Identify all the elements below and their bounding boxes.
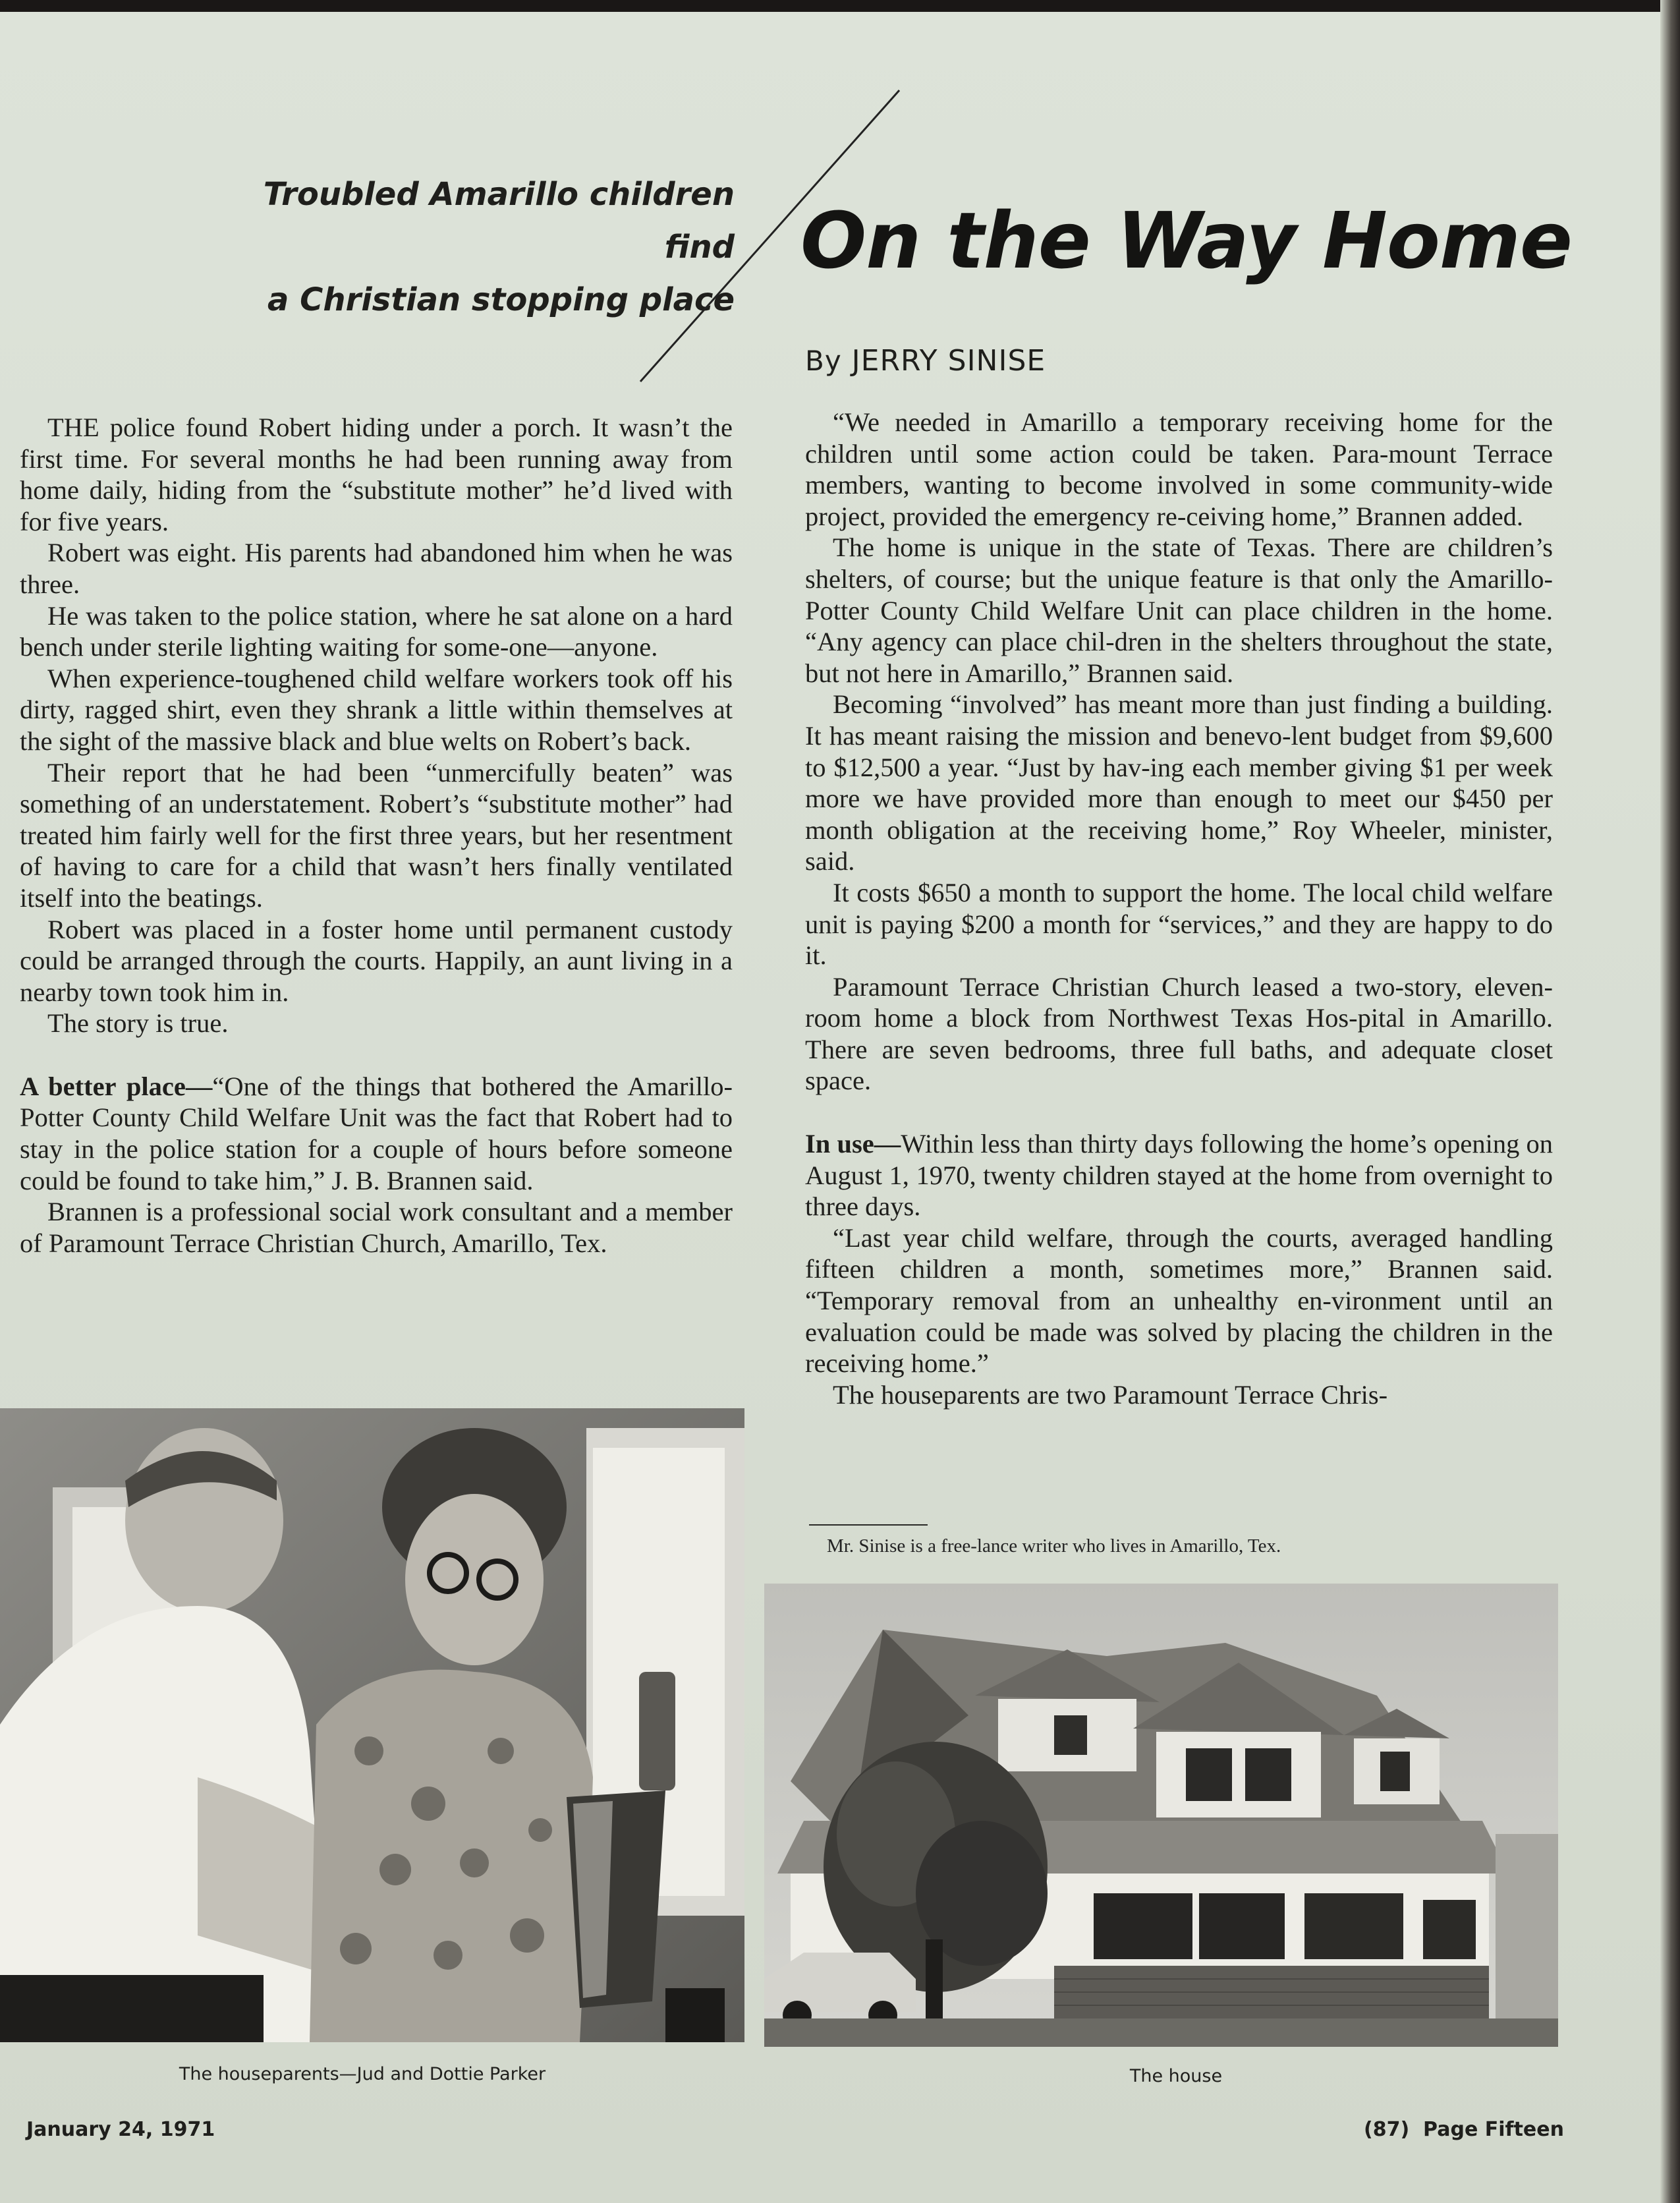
byline-author: JERRY SINISE [851,344,1046,378]
article-headline: On the Way Home [800,195,1572,286]
paragraph: Robert was eight. His parents had abandoned him when he was three. [20,538,733,599]
paragraph: The story is true. [47,1008,229,1039]
page-number: (87) Page Fifteen [1364,2118,1564,2141]
paragraph-with-subhead [20,1071,733,1196]
byline [805,341,1046,381]
paragraph: Robert was placed in a foster home until permanent custody could be arranged through the courts. Happily, an aunt living in a nearby town took him in. [20,914,733,1007]
subhead: A better place— [20,1071,213,1101]
paragraph: Paramount Terrace Christian Church leased a two-story, eleven-room home a block from Northwest Texas Hos-pital in Amarillo. There are seven bedrooms, three full baths, and adequate closet space. [805,971,1553,1096]
author-footnote: Mr. Sinise is a free-lance writer who lives in Amarillo, Tex. [827,1535,1281,1557]
issue-date: January 24, 1971 [26,2118,215,2141]
kicker-line-2: a Christian stopping place [267,281,735,318]
paragraph-text: “One of the things that bothered the Amarillo-Potter County Child Welfare Unit was the fact that Robert had to stay in the police station for a couple of hours before someone could be found to take him,” J. B. Brannen said. [20,1071,733,1195]
paragraph-with-subhead [805,1128,1553,1222]
paragraph: Their report that he had been “unmercifully beaten” was something of an understatement. Robert’s “substitute mother” had treated him fairly well for the first three years, but her resentment of having to care for a child that wasn’t hers finally ventilated itself into the beatings. [20,757,733,913]
paragraph-text: Within less than thirty days following the home’s opening on August 1, 1970, twenty children stayed at the home from overnight to three days. [805,1129,1553,1222]
scan-top-edge [0,0,1680,12]
paragraph: It costs $650 a month to support the home. The local child welfare unit is paying $200 a month for “services,” and they are happy to do it. [805,877,1553,971]
houseparents-photo [0,1408,744,2042]
left-column [20,412,733,1259]
house-caption: The house [1129,2066,1223,2086]
footnote-rule [809,1524,928,1526]
kicker-line-1: Troubled Amarillo children find [263,176,735,266]
paragraph: When experience-toughened child welfare workers took off his dirty, ragged shirt, even they shrank a little within themselves at the sight of the massive black and blue welts on Robert’s back. [20,663,733,756]
paragraph: “Last year child welfare, through the courts, averaged handling fifteen children a month, sometimes more,” Brannen said. “Temporary removal from an unhealthy en-vironment until an evaluation could be made was solved by placing the children in the receiving home.” [805,1222,1553,1379]
scan-right-edge [1660,0,1680,2203]
house-photo [764,1584,1558,2047]
paragraph: He was taken to the police station, where he sat alone on a hard bench under sterile lighting waiting for some-one—anyone. [20,600,733,662]
houseparents-caption: The houseparents—Jud and Dottie Parker [179,2064,546,2084]
paragraph: Becoming “involved” has meant more than just finding a building. It has meant raising the mission and benevo-lent budget from $9,600 to $12,500 a year. “Just by hav-ing each member giving $1 per week more we have provided more than enough to meet our $450 per month obligation at the receiving home,” Roy Wheeler, minister, said. [805,689,1553,876]
byline-prefix: By [805,345,842,377]
paragraph: Brannen is a professional social work consultant and a member of Paramount Terrace Christian Church, Amarillo, Tex. [20,1197,733,1258]
paragraph: “We needed in Amarillo a temporary receiving home for the children until some action could be taken. Para-mount Terrace members, wanting to become involved in some community-wide project, provided the emergency re-ceiving home,” Brannen added. [805,407,1553,531]
right-column [805,407,1553,1410]
subhead: In use— [805,1129,901,1159]
paragraph: THE police found Robert hiding under a porch. It wasn’t the first time. For several months he had been running away from home daily, hiding from the “substitute mother” he’d lived with for five years. [20,413,733,536]
paragraph: The houseparents are two Paramount Terrace Chris- [833,1379,1388,1410]
paragraph: The home is unique in the state of Texas. There are children’s shelters, of course; but the unique feature is that only the Amarillo-Potter County Child Welfare Unit can place children in the home. “Any agency can place chil-dren in the shelters throughout the state, but not here in Amarillo,” Brannen said. [805,532,1553,688]
